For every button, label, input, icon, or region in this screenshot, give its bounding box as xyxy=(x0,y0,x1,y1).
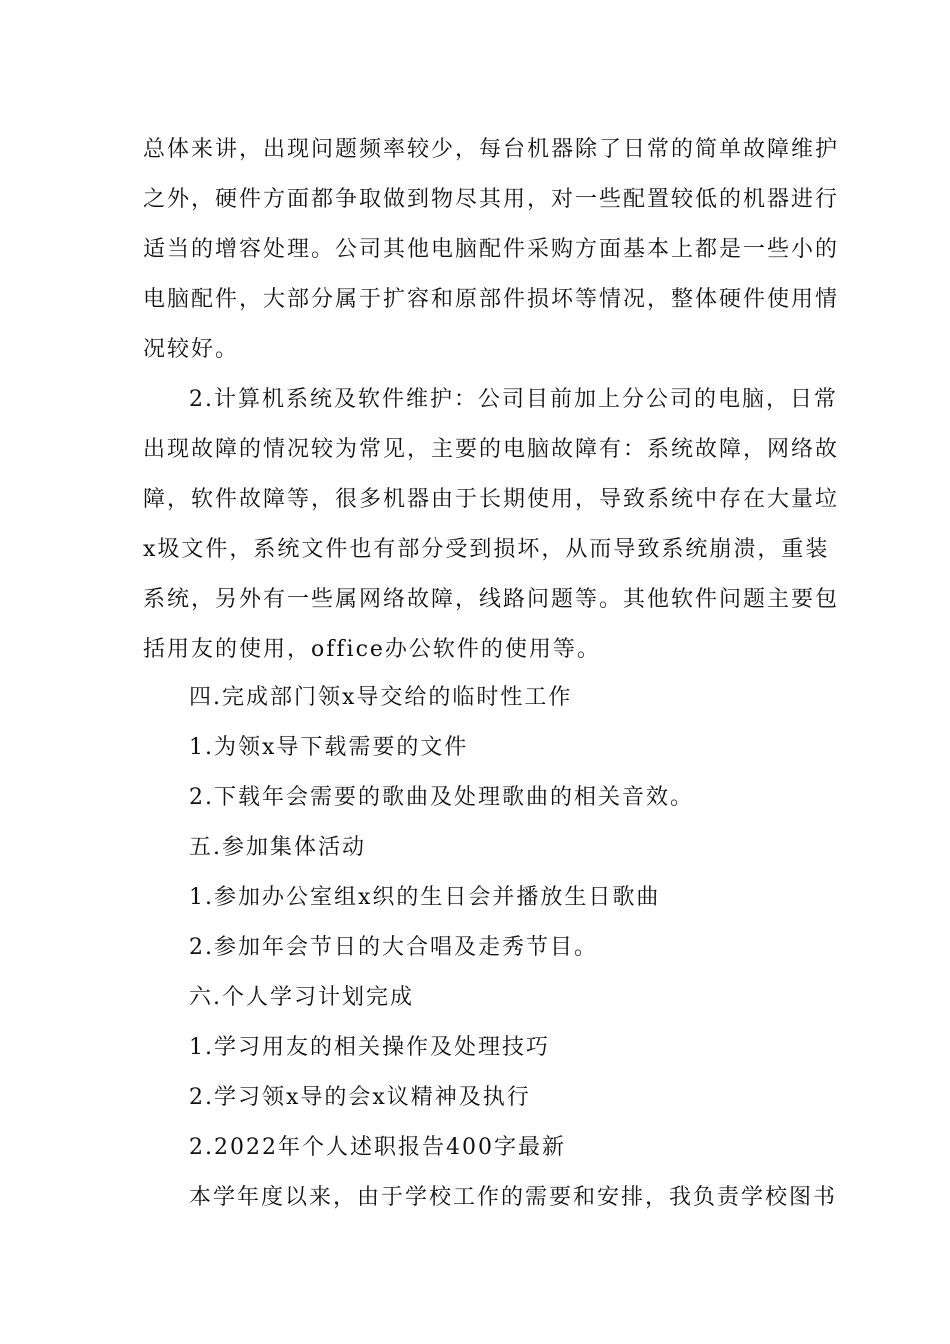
list-item: 2.下载年会需要的歌曲及处理歌曲的相关音效。 xyxy=(189,785,694,810)
section-heading: 五.参加集体活动 xyxy=(189,835,366,860)
list-item: 1.参加办公室组x织的生日会并播放生日歌曲 xyxy=(189,885,661,910)
list-item: 2.学习领x导的会x议精神及执行 xyxy=(189,1085,531,1110)
paragraph-line: 适当的增容处理。公司其他电脑配件采购方面基本上都是一些小的 xyxy=(143,237,840,262)
paragraph-line: 本学年度以来，由于学校工作的需要和安排，我负责学校图书 xyxy=(189,1185,838,1210)
paragraph-line: 障，软件故障等，很多机器由于长期使用，导致系统中存在大量垃 xyxy=(143,487,840,512)
list-item: 1.为领x导下载需要的文件 xyxy=(189,735,469,760)
paragraph-line: 电脑配件，大部分属于扩容和原部件损坏等情况，整体硬件使用情 xyxy=(143,287,840,312)
paragraph-line: 出现故障的情况较为常见，主要的电脑故障有：系统故障，网络故 xyxy=(143,437,840,462)
section-heading: 六.个人学习计划完成 xyxy=(189,985,414,1010)
paragraph-line: 2.计算机系统及软件维护：公司目前加上分公司的电脑，日常 xyxy=(189,387,838,412)
paragraph-line: x圾文件，系统文件也有部分受到损坏，从而导致系统崩溃，重装 xyxy=(143,537,830,562)
paragraph-line: 之外，硬件方面都争取做到物尽其用，对一些配置较低的机器进行 xyxy=(143,187,840,212)
list-item: 1.学习用友的相关操作及处理技巧 xyxy=(189,1035,550,1060)
paragraph-line: 系统，另外有一些属网络故障，线路问题等。其他软件问题主要包 xyxy=(143,587,840,612)
article-title: 2.2022年个人述职报告400字最新 xyxy=(189,1135,566,1160)
paragraph-line: 总体来讲，出现问题频率较少，每台机器除了日常的简单故障维护 xyxy=(143,137,840,162)
paragraph-line: 括用友的使用，office办公软件的使用等。 xyxy=(143,637,601,662)
paragraph-line: 况较好。 xyxy=(143,337,240,362)
section-heading: 四.完成部门领x导交给的临时性工作 xyxy=(189,685,573,710)
list-item: 2.参加年会节日的大合唱及走秀节目。 xyxy=(189,935,598,960)
